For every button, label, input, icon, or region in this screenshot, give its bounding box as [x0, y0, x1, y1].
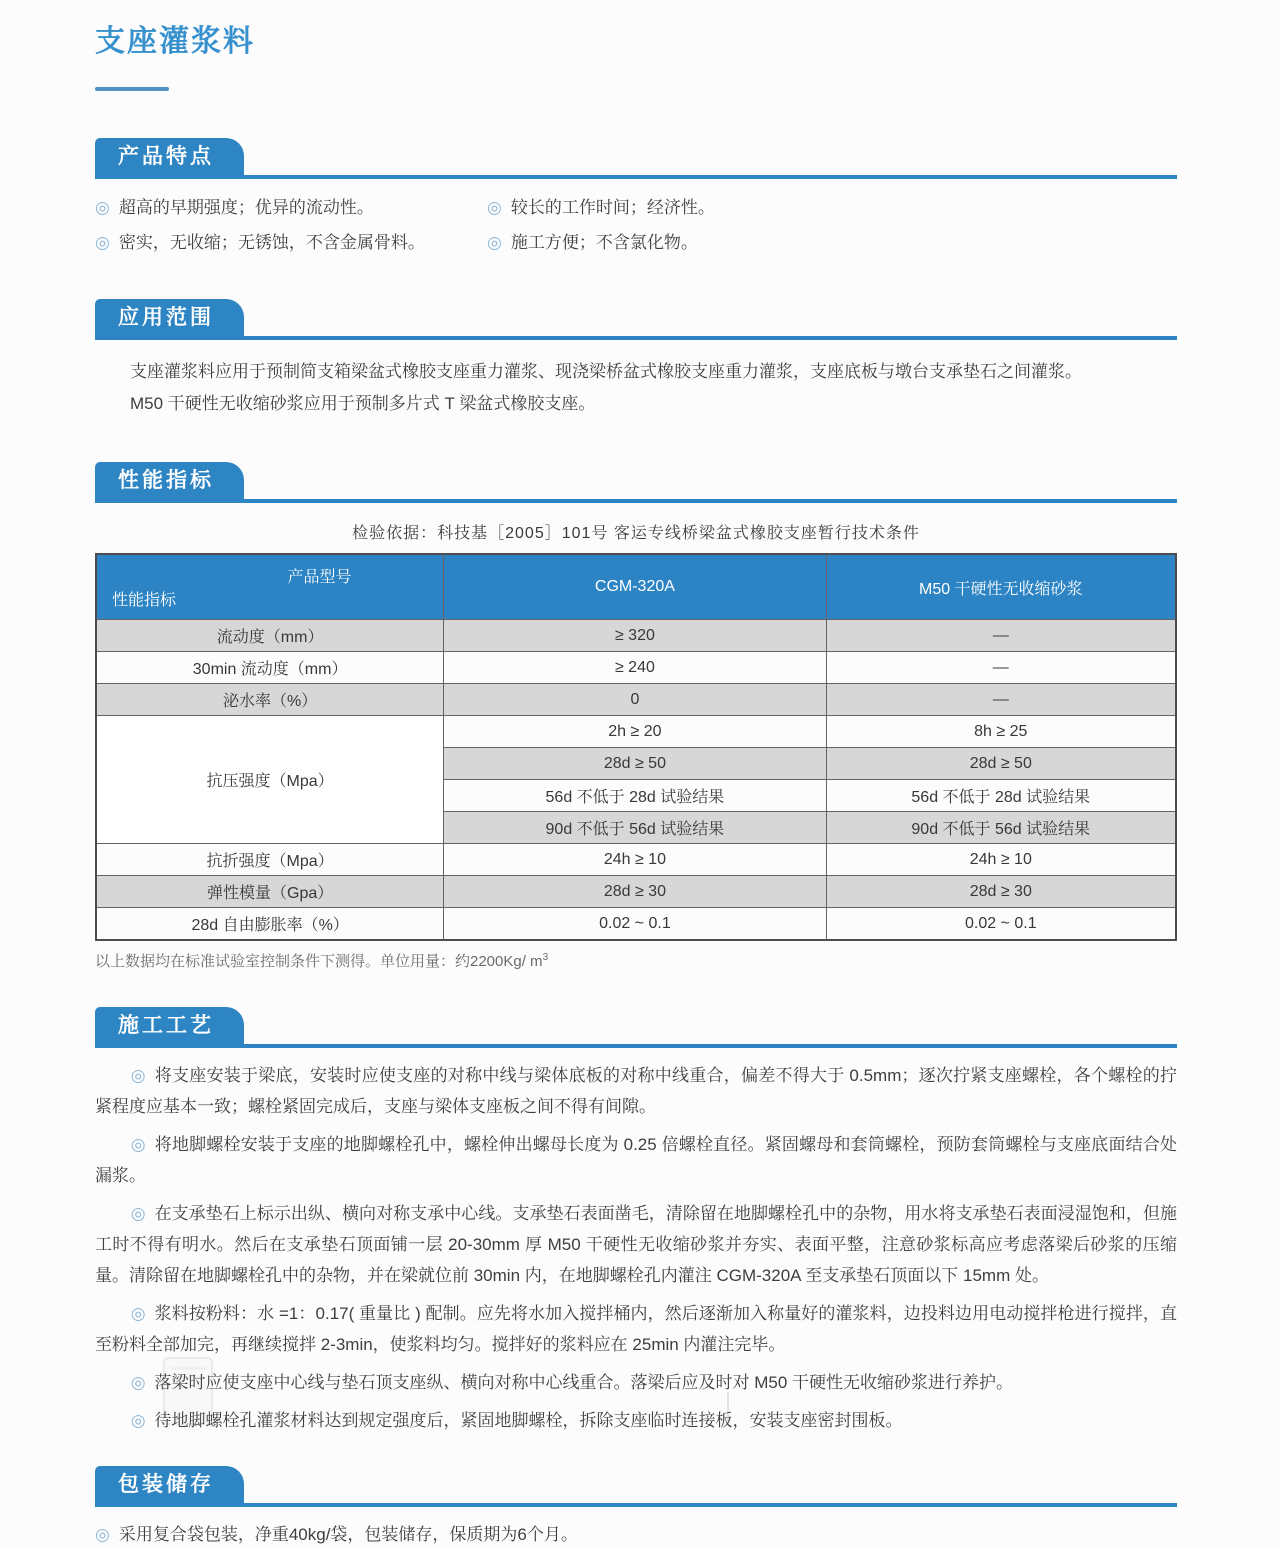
row-label: 抗折强度（Mpa） [96, 844, 444, 876]
diagonal-corner-cell [96, 554, 444, 620]
paragraph [95, 1129, 1177, 1191]
test-basis-line: 检验依据：科技基［2005］101号 客运专线桥梁盆式橡胶支座暂行技术条件 [352, 525, 920, 542]
ring-bullet-icon: ◎ [130, 1304, 146, 1323]
ring-bullet-icon: ◎ [130, 1373, 146, 1392]
cell-cgm: 28d ≥ 50 [444, 748, 826, 780]
cell-m50: — [826, 620, 1176, 652]
section-header-packaging [95, 1466, 1177, 1507]
table-row [96, 844, 1176, 876]
cell-cgm: 2h ≥ 20 [444, 716, 826, 748]
cell-m50: 28d ≥ 50 [826, 748, 1176, 780]
cell-m50: 28d ≥ 30 [826, 876, 1176, 908]
ring-bullet-icon: ◎ [130, 1066, 146, 1085]
section-tab-application: 应用范围 [95, 299, 244, 336]
feature-text: 施工方便；不含氯化物。 [510, 233, 698, 252]
cell-m50: 0.02 ~ 0.1 [826, 908, 1176, 941]
step-text: 浆料按粉料：水 =1：0.17( 重量比 ) 配制。应先将水加入搅拌桶内，然后逐渐加入称量好的灌浆料，边投料边用电动搅拌枪进行搅拌，直至粉料全部加完，再继续搅拌 2-3min，使浆料均匀。搅拌好的浆料应在 25min 内灌注完毕。 [95, 1304, 1177, 1354]
table-row [96, 908, 1176, 941]
list-item [487, 196, 1177, 220]
list-item [487, 231, 1177, 255]
row-label: 28d 自由膨胀率（%） [96, 908, 444, 941]
column-header-cgm: CGM-320A [444, 554, 826, 620]
step-text: 将地脚螺栓安装于支座的地脚螺栓孔中，螺栓伸出螺母长度为 0.25 倍螺栓直径。紧固螺母和套筒螺栓，预防套筒螺栓与支座底面结合处漏浆。 [95, 1135, 1178, 1185]
note-superscript: 3 [542, 952, 549, 963]
performance-table [95, 553, 1177, 941]
step-text: 待地脚螺栓孔灌浆材料达到规定强度后，紧固地脚螺栓，拆除支座临时连接板，安装支座密封围板。 [154, 1411, 903, 1430]
table-row [96, 684, 1176, 716]
list-item [95, 231, 487, 255]
section-tab-performance: 性能指标 [95, 462, 244, 499]
paragraph [95, 1060, 1177, 1122]
row-label: 泌水率（%） [96, 684, 444, 716]
cell-m50: — [826, 684, 1176, 716]
cell-m50: — [826, 652, 1176, 684]
section-header-features [95, 138, 1177, 179]
feature-text: 密实，无收缩；无锈蚀，不含金属骨料。 [118, 233, 425, 252]
row-label: 弹性模量（Gpa） [96, 876, 444, 908]
table-row [96, 620, 1176, 652]
cell-cgm: 0 [444, 684, 826, 716]
note-text: 以上数据均在标准试验室控制条件下测得。单位用量：约2200Kg/ m [95, 953, 543, 970]
ring-bullet-icon: ◎ [95, 1525, 110, 1544]
ring-bullet-icon: ◎ [130, 1411, 146, 1430]
list-item [95, 196, 487, 220]
step-text: 将支座安装于梁底，安装时应使支座的对称中线与梁体底板的对称中线重合，偏差不得大于 0.5mm；逐次拧紧支座螺栓，各个螺栓的拧紧程度应基本一致；螺栓紧固完成后，支座与梁体支座板之间不得有间隙。 [95, 1066, 1177, 1116]
page-title: 支座灌浆料 [95, 25, 255, 58]
paragraph [95, 1405, 1177, 1436]
section-header-application [95, 299, 1177, 340]
row-label: 流动度（mm） [96, 620, 444, 652]
cell-cgm: 24h ≥ 10 [444, 844, 826, 876]
step-text: 在支承垫石上标示出纵、横向对称支承中心线。支承垫石表面凿毛，清除留在地脚螺栓孔中的杂物，用水将支承垫石表面浸湿饱和，但施工时不得有明水。然后在支承垫石顶面铺一层 20-30mm 厚 M50 干硬性无收缩砂浆并夯实、表面平整，注意砂浆标高应考虑落梁后砂浆的压缩量。清除留在地脚螺栓孔中的杂物，并在梁就位前 30min 内，在地脚螺栓孔内灌注 CGM-320A 至支承垫石顶面以下 15mm 处。 [95, 1204, 1177, 1285]
cell-m50: 24h ≥ 10 [826, 844, 1176, 876]
row-label-compressive: 抗压强度（Mpa） [96, 716, 444, 844]
section-header-performance [95, 462, 1177, 503]
title-underline [95, 87, 169, 91]
cell-cgm: 28d ≥ 30 [444, 876, 826, 908]
section-tab-features: 产品特点 [95, 138, 244, 175]
cell-cgm: ≥ 240 [444, 652, 826, 684]
table-row [96, 716, 1176, 748]
ring-bullet-icon: ◎ [130, 1204, 146, 1223]
cell-m50: 90d 不低于 56d 试验结果 [826, 812, 1176, 844]
ring-bullet-icon: ◎ [130, 1135, 146, 1154]
cell-cgm: 90d 不低于 56d 试验结果 [444, 812, 826, 844]
packaging-text: 采用复合袋包装，净重40kg/袋，包装储存，保质期为6个月。 [118, 1525, 578, 1544]
cell-cgm: ≥ 320 [444, 620, 826, 652]
paragraph [95, 1298, 1177, 1360]
cell-cgm: 0.02 ~ 0.1 [444, 908, 826, 941]
datasheet-page [0, 16, 1280, 1548]
step-text: 落梁时应使支座中心线与垫石顶支座纵、横向对称中心线重合。落梁后应及时对 M50 干硬性无收缩砂浆进行养护。 [154, 1373, 1014, 1392]
paragraph [95, 1367, 1177, 1398]
column-header-m50: M50 干硬性无收缩砂浆 [826, 554, 1176, 620]
cell-cgm: 56d 不低于 28d 试验结果 [444, 780, 826, 812]
table-note [95, 950, 1177, 971]
corner-label-product-model: 产品型号 [287, 569, 352, 586]
table-row [96, 652, 1176, 684]
feature-text: 超高的早期强度；优异的流动性。 [118, 198, 374, 217]
ring-bullet-icon: ◎ [487, 233, 502, 252]
table-row [96, 876, 1176, 908]
corner-label-indicator: 性能指标 [112, 592, 177, 609]
ring-bullet-icon: ◎ [487, 198, 502, 217]
feature-text: 较长的工作时间；经济性。 [510, 198, 715, 217]
ring-bullet-icon: ◎ [95, 198, 110, 217]
ring-bullet-icon: ◎ [95, 233, 110, 252]
section-tab-packaging: 包装储存 [95, 1466, 244, 1503]
paragraph: 支座灌浆料应用于预制简支箱梁盆式橡胶支座重力灌浆、现浇梁桥盆式橡胶支座重力灌浆，支座底板与墩台支承垫石之间灌浆。 [130, 362, 1082, 381]
feature-list [95, 196, 1177, 255]
row-label: 30min 流动度（mm） [96, 652, 444, 684]
packaging-line [95, 1522, 1177, 1548]
paragraph: M50 干硬性无收缩砂浆应用于预制多片式 T 梁盆式橡胶支座。 [130, 394, 596, 413]
paragraph [95, 1198, 1177, 1291]
cell-m50: 56d 不低于 28d 试验结果 [826, 780, 1176, 812]
table-header-row [96, 554, 1176, 620]
construction-paragraphs [95, 1060, 1177, 1436]
application-paragraphs [130, 356, 1177, 420]
section-header-construction [95, 1007, 1177, 1048]
section-tab-construction: 施工工艺 [95, 1007, 244, 1044]
cell-m50: 8h ≥ 25 [826, 716, 1176, 748]
